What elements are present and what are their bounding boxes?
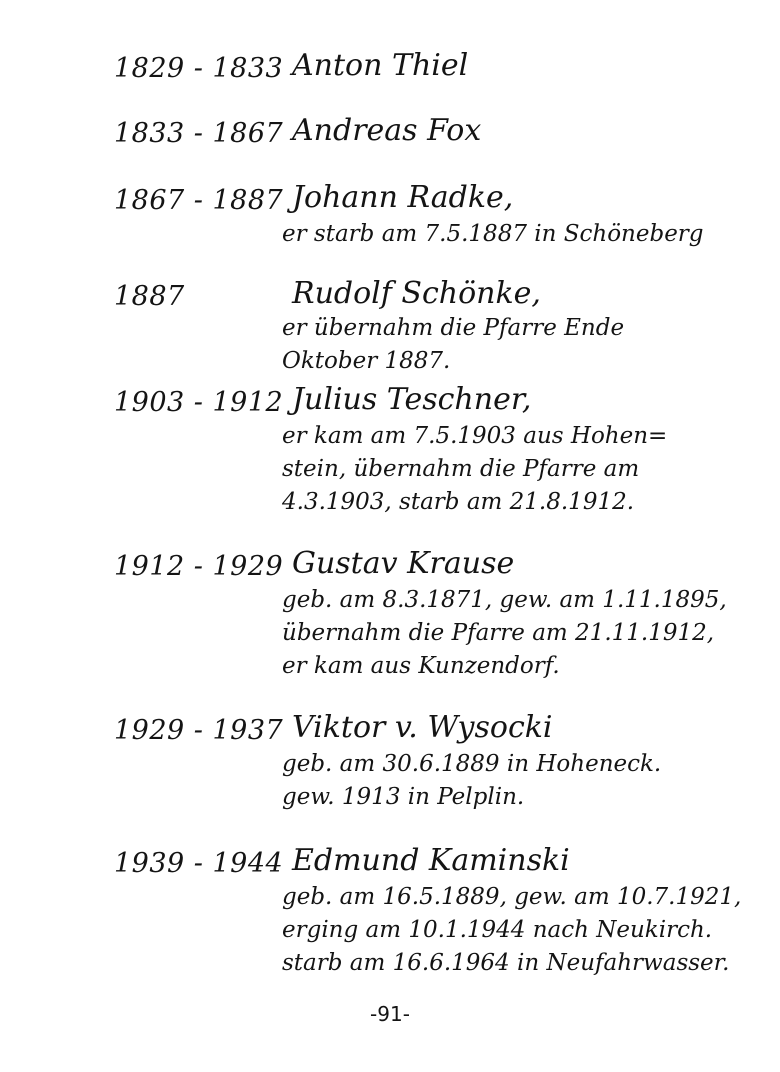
entry-notes [282,312,624,378]
entry-name: Edmund Kaminski [292,843,570,878]
note-line: gew. 1913 in Pelplin. [282,784,525,810]
entry-years: 1929 - 1937 [114,715,284,746]
note-line: er kam am 7.5.1903 aus Hohen= [282,423,668,449]
note-line: er übernahm die Pfarre Ende [282,315,625,341]
note-line: geb. am 30.6.1889 in Hoheneck. [282,751,662,777]
entry-notes [282,584,727,683]
note-line: stein, übernahm die Pfarre am [282,456,640,482]
entry-notes [282,420,667,519]
entry-years: 1829 - 1833 [114,53,284,84]
entry-years: 1887 [114,281,185,312]
entry-years: 1867 - 1887 [114,185,284,216]
entry-name: Anton Thiel [292,48,469,83]
note-line: 4.3.1903, starb am 21.8.1912. [282,489,635,515]
note-line: starb am 16.6.1964 in Neufahrwasser. [282,950,730,976]
note-line: geb. am 16.5.1889, gew. am 10.7.1921, [282,884,742,910]
entry-years: 1903 - 1912 [114,387,284,418]
note-line: übernahm die Pfarre am 21.11.1912, [282,620,715,646]
note-line: er kam aus Kunzendorf. [282,653,560,679]
entry-years: 1939 - 1944 [114,848,284,879]
entry-notes [282,218,704,251]
note-line: Oktober 1887. [282,348,451,374]
entry-name: Viktor v. Wysocki [292,710,553,745]
entry-name: Johann Radke, [292,180,514,215]
entry-name: Gustav Krause [292,546,515,581]
entry-years: 1912 - 1929 [114,551,284,582]
entry-name: Andreas Fox [292,113,482,148]
entry-name: Rudolf Schönke, [292,276,541,311]
entry-years: 1833 - 1867 [114,118,284,149]
note-line: geb. am 8.3.1871, gew. am 1.11.1895, [282,587,727,613]
entry-name: Julius Teschner, [292,382,532,417]
page-number: -91- [370,1002,410,1026]
note-line: er starb am 7.5.1887 in Schöneberg [282,221,704,247]
entry-notes [282,748,661,814]
entry-notes [282,881,741,980]
note-line: erging am 10.1.1944 nach Neukirch. [282,917,713,943]
